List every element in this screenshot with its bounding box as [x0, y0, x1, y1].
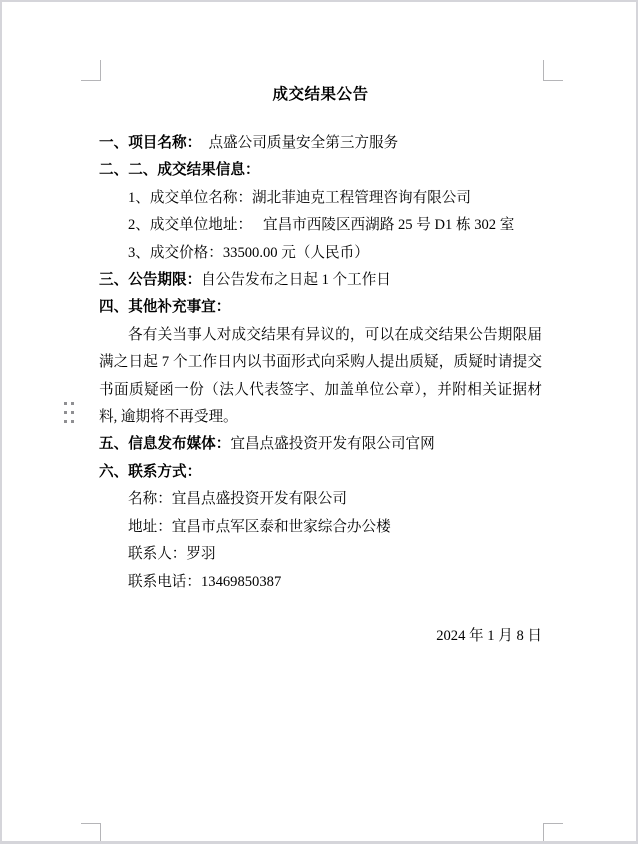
drag-handle-dot	[71, 402, 74, 405]
line-contact-heading	[99, 459, 542, 486]
publish-media-label: 五、信息发布媒体：	[99, 436, 231, 453]
drag-handle-dot	[64, 411, 67, 414]
line-date: 2024 年 1 月 8 日	[436, 628, 542, 645]
line-publish-media	[99, 431, 542, 458]
project-name-label: 一、项目名称：	[99, 135, 202, 151]
line-contact-phone: 联系电话：13469850387	[128, 573, 282, 590]
margin-mark-bottom-left-icon	[81, 823, 101, 844]
project-name-value: 点盛公司质量安全第三方服务	[201, 135, 399, 151]
drag-handle-dot	[71, 411, 74, 414]
drag-handle-dot	[71, 420, 74, 423]
line-contact-person: 联系人：罗羽	[128, 546, 216, 563]
line-other-matters-heading	[99, 294, 542, 321]
announcement-period-value: 自公告发布之日起 1 个工作日	[201, 272, 391, 289]
line-winner-price: 3、成交价格：33500.00 元（人民币）	[128, 244, 369, 261]
margin-mark-top-left-icon	[81, 60, 101, 81]
line-announcement-period	[99, 267, 542, 294]
line-contact-name: 名称：宜昌点盛投资开发有限公司	[128, 491, 347, 508]
paragraph-line-4: 料, 逾期将不再受理。	[99, 409, 238, 426]
other-matters-label: 四、其他补充事宜：	[99, 299, 231, 316]
line-winner-name: 1、成交单位名称：湖北菲迪克工程管理咨询有限公司	[128, 189, 471, 206]
line-project-name	[99, 130, 542, 157]
document-content	[99, 86, 542, 651]
line-contact-address: 地址：宜昌市点军区泰和世家综合办公楼	[128, 518, 391, 535]
contact-heading-label: 六、联系方式：	[99, 463, 202, 480]
paragraph-line-2: 满之日起 7 个工作日内以书面形式向采购人提出质疑，质疑时请提交	[99, 354, 542, 371]
paragraph-line-3: 书面质疑函一份（法人代表签字、加盖单位公章），并附相关证据材	[99, 381, 542, 398]
margin-mark-top-right-icon	[543, 60, 563, 81]
publish-media-value: 宜昌点盛投资开发有限公司官网	[230, 436, 435, 453]
margin-mark-bottom-right-icon	[543, 823, 563, 844]
drag-handle-dot	[64, 420, 67, 423]
line-winner-address: 2、成交单位地址： 宜昌市西陵区西湖路 25 号 D1 栋 302 室	[128, 217, 515, 234]
drag-handle-dot	[64, 402, 67, 405]
document-title: 成交结果公告	[272, 86, 369, 103]
line-result-info-heading	[99, 157, 542, 184]
announcement-period-label: 三、公告期限：	[99, 272, 202, 289]
paragraph-line-1: 各有关当事人对成交结果有异议的，可以在成交结果公告期限届	[128, 326, 542, 343]
drag-handle-icon[interactable]	[64, 402, 74, 423]
result-info-label: 二、二、成交结果信息：	[99, 162, 260, 179]
